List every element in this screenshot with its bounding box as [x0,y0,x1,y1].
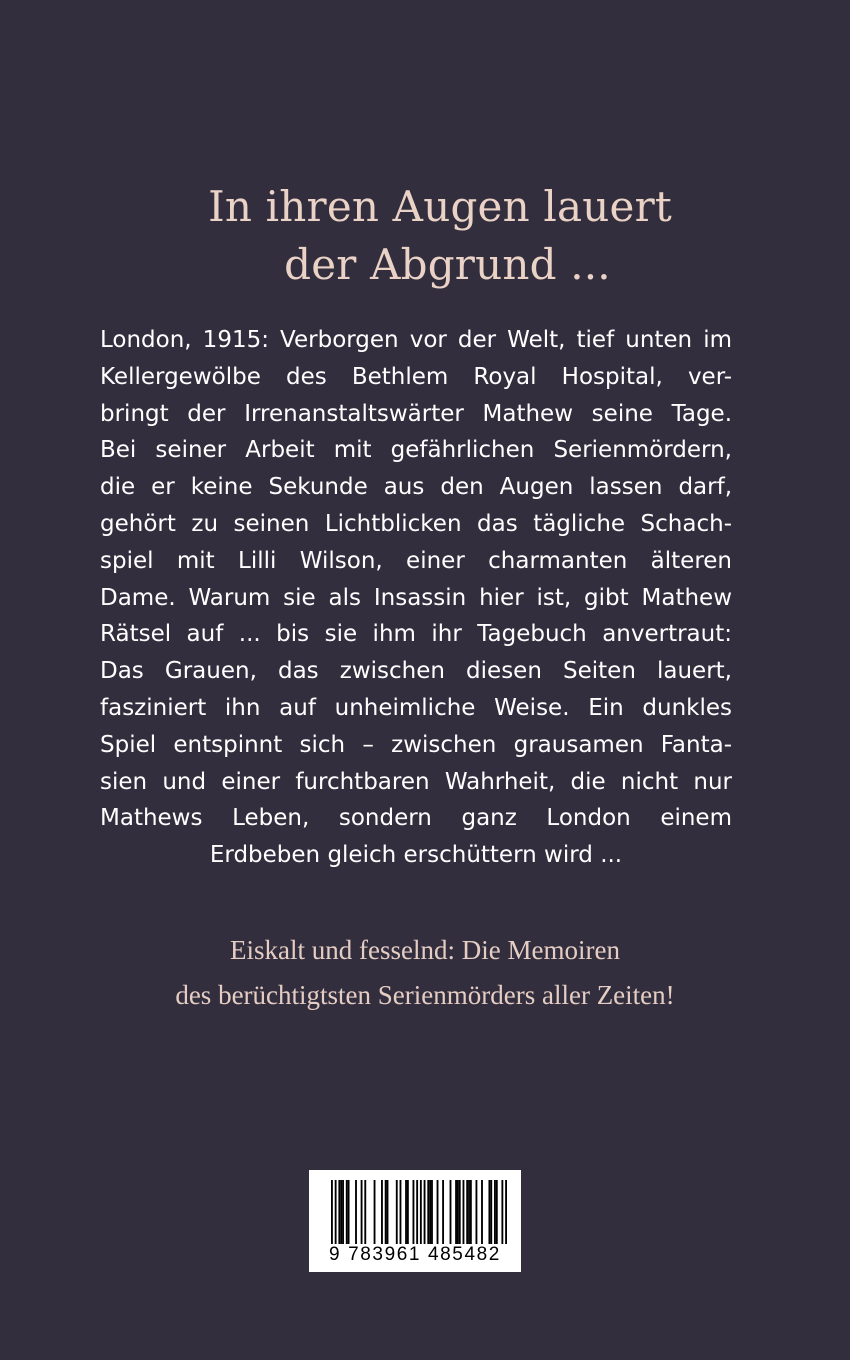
tagline [0,928,850,1018]
isbn-barcode [309,1170,521,1272]
barcode-bar [466,1180,468,1244]
barcode-bar [459,1180,461,1244]
barcode-bar [470,1180,472,1244]
barcode-bar [400,1180,402,1244]
barcode-bar [331,1180,333,1244]
barcode-bars [331,1180,507,1244]
barcode-bar [501,1180,503,1244]
headline [0,178,850,294]
barcode-bar [340,1180,342,1244]
blurb-line: Spiel entspinnt sich – zwischen grausamen Fanta- [100,731,732,758]
barcode-bar [496,1180,498,1244]
barcode-bar [455,1180,457,1244]
barcode-bar [420,1180,422,1244]
blurb-line: Rätsel auf ... bis sie ihm ihr Tagebuch anvertraut: [100,621,732,648]
barcode-bar [342,1180,344,1244]
blurb-line: Kellergewölbe des Bethlem Royal Hospital, ver- [100,363,732,390]
barcode-bar [427,1180,429,1244]
barcode-bar [490,1180,492,1244]
barcode-bar [437,1180,439,1244]
headline-line-1: In ihren Augen lauert [208,182,672,231]
barcode-bar [424,1180,426,1244]
blurb-line: bringt der Irrenanstaltswärter Mathew seine Tage. [100,400,732,427]
barcode-bar [385,1180,387,1244]
blurb-line: fasziniert ihn auf unheimliche Weise. Ein dunkles [100,694,732,721]
blurb-line: spiel mit Lilli Wilson, einer charmanten älteren [100,547,732,574]
blurb-line: gehört zu seinen Lichtblicken das tägliche Schach- [100,510,732,537]
barcode-bar [355,1180,357,1244]
barcode-bar [463,1180,465,1244]
blurb-line: Erdbeben gleich erschüttern wird ... [209,842,623,869]
tagline-line-1: Eiskalt und fesselnd: Die Memoiren [230,935,620,965]
blurb-line: London, 1915: Verborgen vor der Welt, tief unten im [100,327,732,353]
barcode-bar [405,1180,407,1244]
barcode-bar [335,1180,337,1244]
blurb-text [100,322,732,874]
blurb-line: Dame. Warum sie als Insassin hier ist, gibt Mathew [100,584,732,611]
headline-line-2: der Abgrund ... [284,240,611,289]
barcode-bar [481,1180,483,1244]
blurb-line: die er keine Sekunde aus den Augen lassen darf, [100,474,732,501]
blurb-line: Mathews Leben, sondern ganz London einem [100,805,732,832]
barcode-bar [361,1180,363,1244]
barcode-bar [338,1180,340,1244]
blurb-line: sien und einer furchtbaren Wahrheit, die nicht nur [100,768,732,795]
tagline-line-2: des berüchtigtsten Serienmörders aller Zeiten! [175,980,675,1010]
barcode-digits: 9 783961 485482 [329,1244,501,1265]
barcode-bar [416,1180,418,1244]
barcode-bar [429,1180,431,1244]
barcode-bar [431,1180,433,1244]
barcode-bar [396,1180,398,1244]
barcode-bar [468,1180,470,1244]
barcode-bar [407,1180,409,1244]
blurb-line: Bei seiner Arbeit mit gefährlichen Serienmördern, [100,437,732,464]
barcode-bar [413,1180,415,1244]
barcode-bar [457,1180,459,1244]
barcode-bar [381,1180,383,1244]
barcode-bar [364,1180,366,1244]
barcode-bar [450,1180,452,1244]
barcode-bar [505,1180,507,1244]
barcode-bar [494,1180,496,1244]
barcode-bar [476,1180,478,1244]
barcode-bar [374,1180,376,1244]
blurb-line: Das Grauen, das zwischen diesen Seiten lauert, [100,658,732,685]
barcode-bar [442,1180,444,1244]
barcode-bar [387,1180,389,1244]
barcode-bar [348,1180,350,1244]
barcode-bar [488,1180,490,1244]
barcode-bar [346,1180,348,1244]
